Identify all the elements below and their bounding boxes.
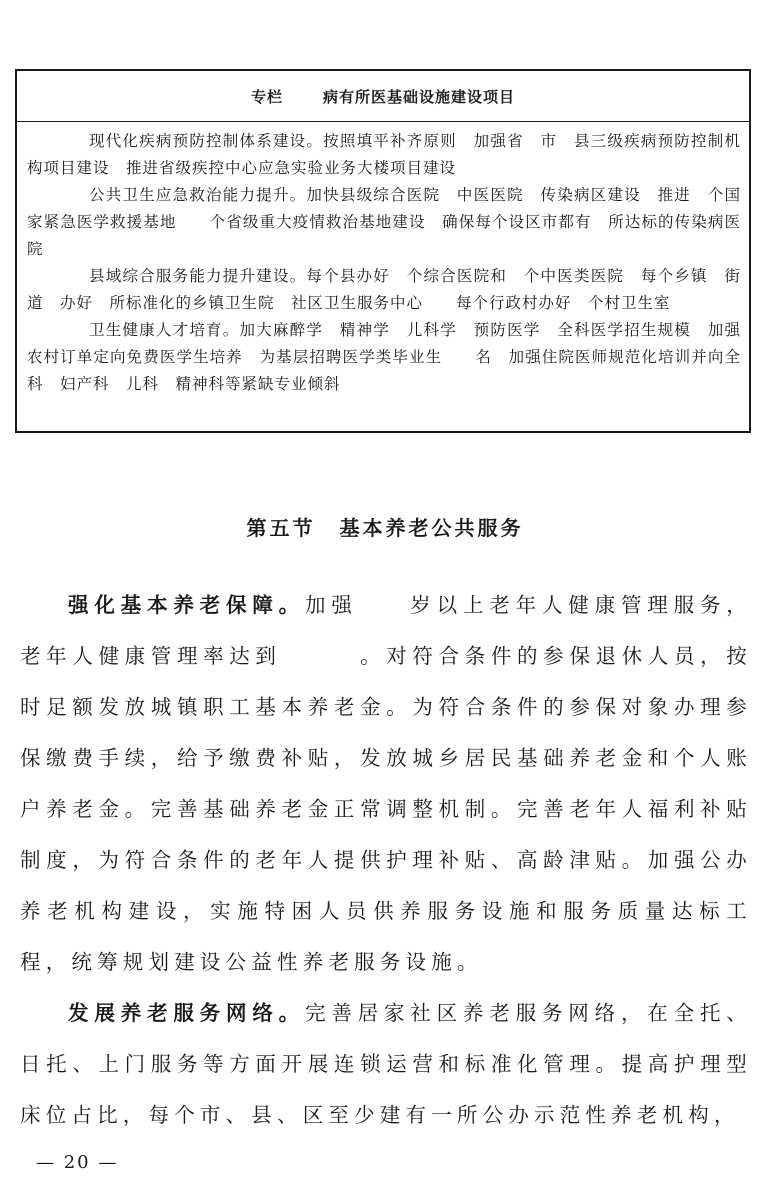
column-heading xyxy=(17,71,749,122)
column-item-text: 加大麻醉学 精神学 儿科学 预防医学 全科医学招生规模 加强农村订单定向免费医学生培养 为基层招聘医学类毕业生 名 加强住院医师规范化培训并向全科 妇产科 儿科 精神科等紧缺专业倾斜 xyxy=(27,321,741,393)
paragraph-lead: 强化基本养老保障。 xyxy=(68,593,305,617)
column-item xyxy=(27,128,741,182)
column-item-lead: 县域综合服务能力提升建设。 xyxy=(89,267,307,285)
column-title: 病有所医基础设施建设项目 xyxy=(323,87,516,106)
section-number: 第五节 xyxy=(246,516,316,540)
paragraph-lead: 发展养老服务网络。 xyxy=(68,1001,305,1025)
column-item xyxy=(27,182,741,263)
column-item-lead: 现代化疾病预防控制体系建设。 xyxy=(89,132,324,150)
column-label: 专栏 xyxy=(250,87,283,106)
project-column-box xyxy=(15,69,751,433)
body-text xyxy=(20,580,752,1141)
column-body xyxy=(17,122,749,398)
page-number: — 20 — xyxy=(36,1152,119,1173)
column-item xyxy=(27,263,741,317)
section-heading xyxy=(0,512,770,541)
body-paragraph xyxy=(20,580,752,988)
column-item-lead: 卫生健康人才培育。 xyxy=(89,321,240,339)
column-item-text: 按照填平补齐原则 加强省 市 县三级疾病预防控制机构项目建设 推进省级疾控中心应急实验业务大楼项目建设 xyxy=(27,132,741,177)
column-item-lead: 公共卫生应急救治能力提升。 xyxy=(89,186,307,204)
body-paragraph xyxy=(20,988,752,1141)
column-item-text: 加快县级综合医院 中医医院 传染病区建设 推进 个国家紧急医学救援基地 个省级重大疫情救治基地建设 确保每个设区市都有 所达标的传染病医院 xyxy=(27,186,741,258)
section-title: 基本养老公共服务 xyxy=(339,516,524,540)
paragraph-text: 加强 岁以上老年人健康管理服务，老年人健康管理率达到 。对符合条件的参保退休人员，按时足额发放城镇职工基本养老金。为符合条件的参保对象办理参保缴费手续，给予缴费补贴，发放城乡居民基础养老金和个人账户养老金。完善基础养老金正常调整机制。完善老年人福利补贴制度，为符合条件的老年人提供护理补贴、高龄津贴。加强公办养老机构建设，实施特困人员供养服务设施和服务质量达标工程，统筹规划建设公益性养老服务设施。 xyxy=(20,593,752,974)
column-item xyxy=(27,317,741,398)
column-item-text: 每个县办好 个综合医院和 个中医类医院 每个乡镇 街道 办好 所标准化的乡镇卫生院 社区卫生服务中心 每个行政村办好 个村卫生室 xyxy=(27,267,741,312)
paragraph-text: 完善居家社区养老服务网络，在全托、日托、上门服务等方面开展连锁运营和标准化管理。提高护理型床位占比，每个市、县、区至少建有一所公办示范性养老机构， xyxy=(20,1001,752,1127)
